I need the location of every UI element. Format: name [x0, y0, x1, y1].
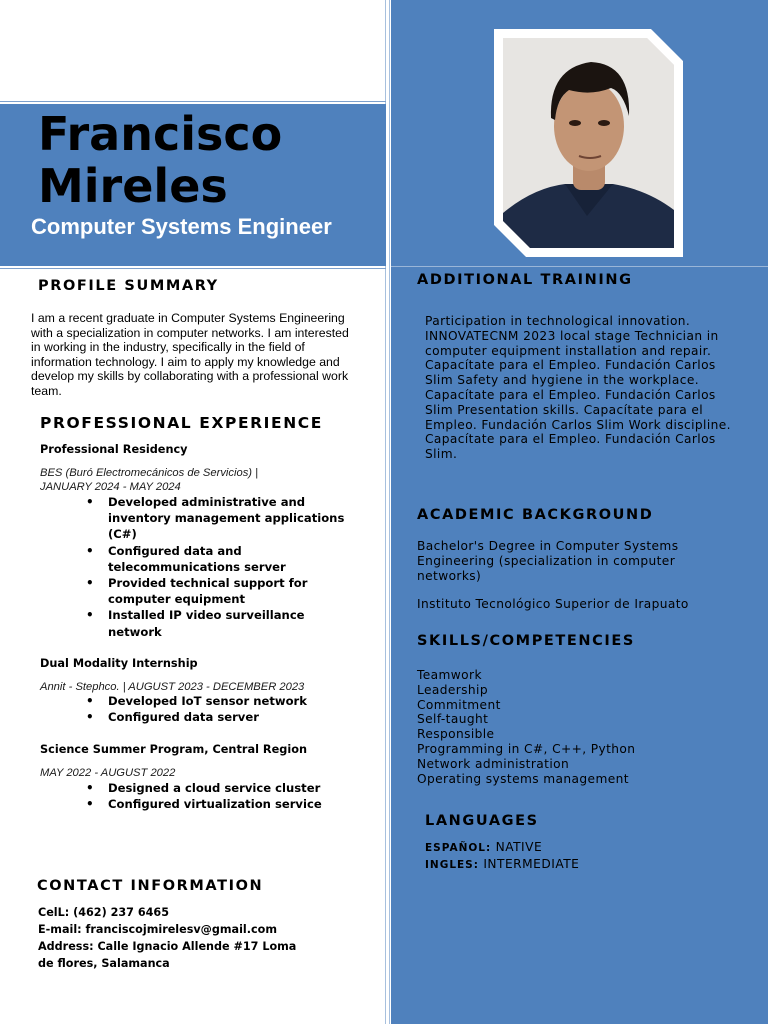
skill-item: Programming in C#, C++, Python — [417, 741, 636, 756]
professional-experience-heading: PROFESSIONAL EXPERIENCE — [40, 414, 323, 432]
job-meta-summer-program: MAY 2022 - AUGUST 2022 — [40, 767, 176, 779]
skill-item: Network administration — [417, 756, 570, 771]
list-item: • Configured data server — [108, 709, 368, 725]
skill-item: Commitment — [417, 697, 501, 712]
job-bullets-summer-program — [108, 780, 368, 812]
list-item: • Developed IoT sensor network — [108, 693, 368, 709]
language-level: INTERMEDIATE — [483, 856, 580, 871]
contact-information-heading: CONTACT INFORMATION — [37, 878, 264, 894]
job-meta-residency: BES (Buró Electromecánicos de Servicios) | JANUARY 2024 - MAY 2024 — [40, 467, 259, 493]
list-item: • Configured data and telecommunications server — [108, 543, 348, 575]
job-title-summer-program: Science Summer Program, Central Region — [40, 743, 307, 756]
job-meta-internship: Annit - Stephco. | AUGUST 2023 - DECEMBER 2023 — [40, 681, 305, 693]
header-top-rule — [0, 101, 386, 102]
additional-training-text: Participation in technological innovation. INNOVATECNM 2023 local stage Technician in computer equipment installation and repair. Capacítate para el Empleo. Fundación Carlos Slim Safety and hygiene in the workplace. Capacítate para el Empleo. Fundación Carlos Slim Presentation skills. Capacítate para el Empleo. Fundación Carlos Slim Work discipline. Capacítate para el Empleo. Fundación Carlos Slim. — [425, 314, 731, 462]
academic-school: Instituto Tecnológico Superior de Irapuato — [417, 597, 689, 611]
list-item: • Designed a cloud service cluster — [108, 780, 368, 796]
skill-item: Operating systems management — [417, 771, 629, 786]
list-item: • Provided technical support for computer equipment — [108, 575, 348, 607]
list-item: • Configured virtualization service — [108, 796, 368, 812]
profile-photo — [503, 38, 674, 248]
header-bottom-rule — [0, 268, 386, 269]
language-level: NATIVE — [495, 840, 543, 854]
skills-list — [417, 668, 737, 786]
language-item — [425, 840, 579, 857]
job-bullets-residency — [108, 494, 348, 640]
right-header-rule — [391, 266, 768, 267]
skill-item: Teamwork — [417, 668, 482, 682]
academic-background-heading: ACADEMIC BACKGROUND — [417, 507, 654, 523]
language-name: INGLES: — [425, 858, 479, 871]
job-title-internship: Dual Modality Internship — [40, 657, 198, 670]
contact-address: Address: Calle Ignacio Allende #17 Loma de flores, Salamanca — [38, 940, 297, 970]
job-title-residency: Professional Residency — [40, 443, 188, 456]
last-name: Mireles — [38, 159, 228, 213]
skill-item: Self-taught — [417, 712, 489, 727]
profile-summary-heading: PROFILE SUMMARY — [38, 278, 219, 294]
first-name: Francisco — [38, 107, 283, 161]
job-bullets-internship — [108, 693, 368, 725]
language-name: ESPAÑOL: — [425, 842, 492, 854]
job-title: Computer Systems Engineer — [31, 214, 332, 239]
skill-item: Responsible — [417, 727, 495, 742]
contact-details — [38, 904, 308, 972]
language-item — [425, 857, 579, 874]
profile-summary-text: I am a recent graduate in Computer Systems Engineering with a specialization in computer networks. I am interested in working in the industry, specifically in the field of information technology. I aim to apply my knowledge and develop my skills by collaborating with a professional work team. — [31, 311, 349, 398]
skills-heading: SKILLS/COMPETENCIES — [417, 633, 635, 649]
list-item: • Developed administrative and inventory management applications (C#) — [108, 494, 348, 543]
contact-cell: CelL: (462) 237 6465 — [38, 906, 169, 919]
languages-list — [425, 840, 579, 873]
academic-degree: Bachelor's Degree in Computer Systems Engineering (specialization in computer networks) — [417, 539, 679, 583]
skill-item: Leadership — [417, 682, 488, 697]
column-divider-line-2 — [389, 0, 390, 1024]
additional-training-heading: ADDITIONAL TRAINING — [417, 272, 633, 288]
list-item: • Installed IP video surveillance network — [108, 607, 348, 639]
candidate-name — [38, 108, 282, 212]
portrait-illustration — [503, 38, 674, 248]
contact-email[interactable]: E-mail: franciscojmirelesv@gmail.com — [38, 923, 277, 936]
languages-heading: LANGUAGES — [425, 813, 539, 829]
